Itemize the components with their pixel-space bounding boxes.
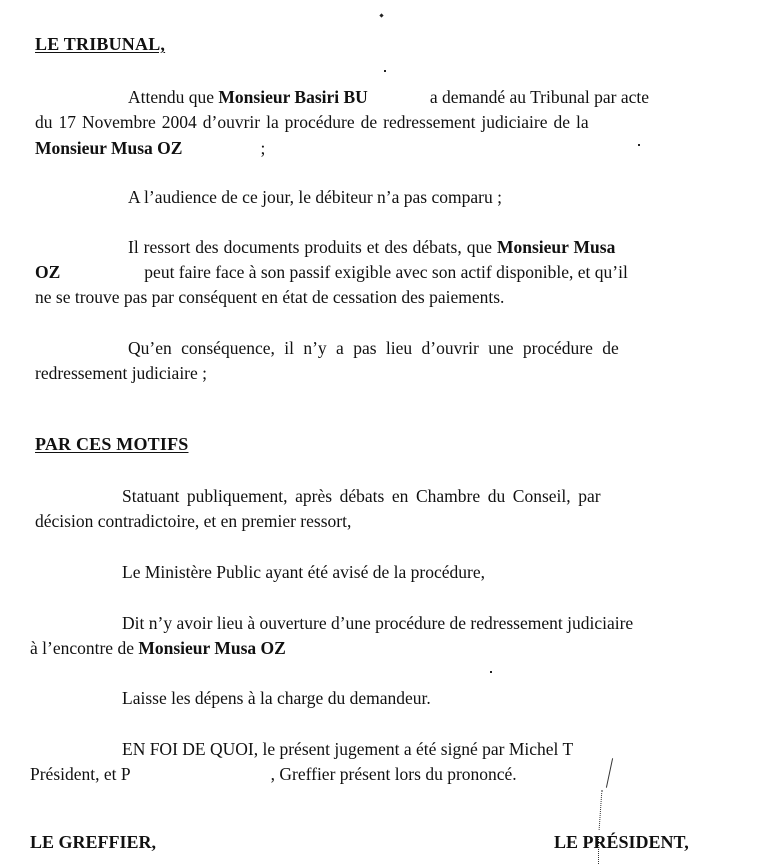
- text: ;: [260, 138, 266, 158]
- paragraph-ressort-line3: ne se trouve pas par conséquent en état de cessation des paiements.: [35, 287, 505, 307]
- paragraph-depens: Laisse les dépens à la charge du demandeur.: [122, 688, 431, 708]
- signature-stroke: [606, 758, 613, 788]
- plaintiff-name: Monsieur Basiri BU: [218, 87, 368, 107]
- paragraph-consequence-line2: redressement judiciaire ;: [35, 363, 208, 383]
- debtor-name: Monsieur Musa: [496, 237, 616, 257]
- paragraph-en-foi-line1: EN FOI DE QUOI, le présent jugement a été signé par Michel T: [122, 739, 574, 759]
- paragraph-attendu-line3: [35, 136, 265, 161]
- signature-stroke: [598, 836, 599, 864]
- text: , Greffier présent lors du prononcé.: [270, 764, 517, 784]
- paragraph-attendu-line2: du 17 Novembre 2004 d’ouvrir la procédure de redressement judiciaire de la: [35, 112, 589, 132]
- text: à l’encontre de: [30, 638, 139, 658]
- text: Président, et P: [30, 764, 131, 784]
- debtor-name: OZ: [35, 262, 61, 282]
- text: peut faire face à son passif exigible avec son actif disponible, et qu’il: [144, 262, 628, 282]
- signature-president: LE PRÉSIDENT,: [554, 832, 689, 852]
- scan-speck: [379, 13, 383, 17]
- paragraph-audience: A l’audience de ce jour, le débiteur n’a pas comparu ;: [128, 187, 502, 207]
- paragraph-dit-line1: Dit n’y avoir lieu à ouverture d’une procédure de redressement judiciaire: [122, 613, 634, 633]
- paragraph-statuant-line2: décision contradictoire, et en premier ressort,: [35, 511, 352, 531]
- text: a demandé au Tribunal par acte: [429, 87, 649, 107]
- paragraph-dit-line2: [30, 636, 286, 661]
- paragraph-attendu-line1: [128, 85, 649, 110]
- scan-speck: [638, 144, 640, 146]
- scan-speck: [490, 671, 492, 673]
- paragraph-ressort-line1: [128, 235, 615, 260]
- text: Attendu que: [128, 87, 219, 107]
- signature-stroke: [599, 790, 603, 830]
- paragraph-ressort-line2: [35, 260, 628, 285]
- section-heading-motifs: PAR CES MOTIFS: [35, 434, 189, 454]
- paragraph-statuant-line1: Statuant publiquement, après débats en Chambre du Conseil, par: [122, 486, 601, 506]
- section-heading-tribunal: LE TRIBUNAL,: [35, 34, 166, 54]
- debtor-name: Monsieur Musa OZ: [35, 138, 183, 158]
- debtor-name: Monsieur Musa OZ: [138, 638, 286, 658]
- scan-speck: [384, 70, 386, 72]
- paragraph-ministere: Le Ministère Public ayant été avisé de la procédure,: [122, 562, 485, 582]
- paragraph-en-foi-line2: [30, 762, 517, 787]
- paragraph-consequence-line1: Qu’en conséquence, il n’y a pas lieu d’ouvrir une procédure de: [128, 338, 619, 358]
- signature-greffier: LE GREFFIER,: [30, 832, 157, 852]
- text: Il ressort des documents produits et des débats, que: [128, 237, 497, 257]
